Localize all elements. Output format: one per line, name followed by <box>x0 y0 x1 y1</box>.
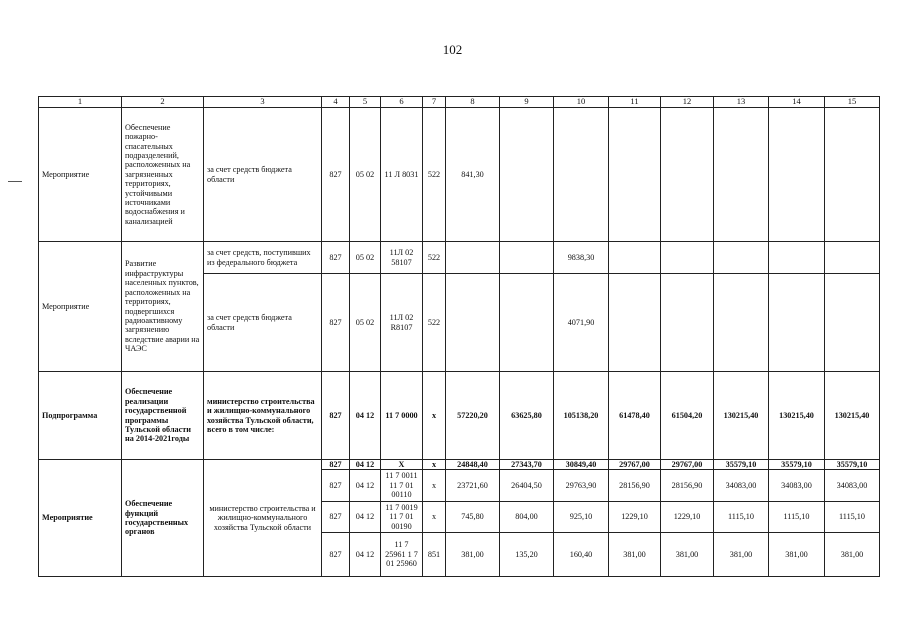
row-type: Мероприятие <box>39 242 122 372</box>
cell: 1115,10 <box>825 501 880 532</box>
cell: 841,30 <box>446 108 500 242</box>
margin-mark <box>8 181 22 182</box>
cell: 381,00 <box>661 532 714 576</box>
cell: 29767,00 <box>609 460 661 470</box>
cell <box>714 242 769 274</box>
table-row <box>39 460 880 470</box>
cell: X <box>381 460 423 470</box>
col-header: 8 <box>446 97 500 108</box>
cell: 827 <box>322 470 350 501</box>
cell: х <box>423 372 446 460</box>
cell: 827 <box>322 460 350 470</box>
cell: 04 12 <box>350 460 381 470</box>
cell: 827 <box>322 372 350 460</box>
cell: 827 <box>322 108 350 242</box>
row-source: за счет средств бюджета области <box>204 108 322 242</box>
cell: 04 12 <box>350 501 381 532</box>
cell: 35579,10 <box>769 460 825 470</box>
row-name: Обеспечение функций государственных органов <box>122 460 204 577</box>
cell: 05 02 <box>350 242 381 274</box>
cell: 11Л 02 R8107 <box>381 274 423 372</box>
col-header: 12 <box>661 97 714 108</box>
col-header: 4 <box>322 97 350 108</box>
cell: 827 <box>322 532 350 576</box>
cell: 04 12 <box>350 372 381 460</box>
cell: 04 12 <box>350 532 381 576</box>
cell: 130215,40 <box>714 372 769 460</box>
cell: 827 <box>322 274 350 372</box>
cell: 381,00 <box>825 532 880 576</box>
cell <box>825 108 880 242</box>
cell: 61504,20 <box>661 372 714 460</box>
col-header: 10 <box>554 97 609 108</box>
col-header: 2 <box>122 97 204 108</box>
col-header: 7 <box>423 97 446 108</box>
cell: 11 7 0019 11 7 01 00190 <box>381 501 423 532</box>
header-row <box>39 97 880 108</box>
cell: 160,40 <box>554 532 609 576</box>
cell: 28156,90 <box>661 470 714 501</box>
row-type: Мероприятие <box>39 108 122 242</box>
col-header: 14 <box>769 97 825 108</box>
cell: 135,20 <box>500 532 554 576</box>
row-name: Обеспечение реализации государственной программы Тульской области на 2014-2021годы <box>122 372 204 460</box>
cell: 130215,40 <box>825 372 880 460</box>
cell <box>446 242 500 274</box>
cell: 57220,20 <box>446 372 500 460</box>
cell <box>661 242 714 274</box>
cell: 4071,90 <box>554 274 609 372</box>
col-header: 13 <box>714 97 769 108</box>
budget-table <box>38 96 880 577</box>
cell: 745,80 <box>446 501 500 532</box>
cell: 522 <box>423 274 446 372</box>
cell: 11 Л 8031 <box>381 108 423 242</box>
table-row <box>39 242 880 274</box>
cell: х <box>423 470 446 501</box>
cell: 61478,40 <box>609 372 661 460</box>
cell: 05 02 <box>350 274 381 372</box>
cell <box>714 274 769 372</box>
cell: 26404,50 <box>500 470 554 501</box>
cell: 522 <box>423 108 446 242</box>
cell <box>714 108 769 242</box>
cell: 11 7 25961 1 7 01 25960 <box>381 532 423 576</box>
cell: 381,00 <box>769 532 825 576</box>
cell: 1229,10 <box>609 501 661 532</box>
cell: 30849,40 <box>554 460 609 470</box>
cell: 381,00 <box>609 532 661 576</box>
cell: 05 02 <box>350 108 381 242</box>
cell: 11 7 0011 11 7 01 00110 <box>381 470 423 501</box>
col-header: 11 <box>609 97 661 108</box>
cell: 1115,10 <box>769 501 825 532</box>
cell: 35579,10 <box>714 460 769 470</box>
cell: 130215,40 <box>769 372 825 460</box>
cell <box>825 274 880 372</box>
cell: 827 <box>322 242 350 274</box>
cell <box>661 108 714 242</box>
cell: 11 7 0000 <box>381 372 423 460</box>
cell: 381,00 <box>714 532 769 576</box>
col-header: 9 <box>500 97 554 108</box>
cell: 827 <box>322 501 350 532</box>
cell: 11Л 02 58107 <box>381 242 423 274</box>
row-source: министерство строительства и жилищно-коммунального хозяйства Тульской области <box>204 460 322 577</box>
row-name: Обеспечение пожарно-спасательных подразделений, расположенных на загрязненных территориях, устойчивыми источниками водоснабжения и канализацией <box>122 108 204 242</box>
row-source: министерство строительства и жилищно-коммунального хозяйства Тульской области, всего в том числе: <box>204 372 322 460</box>
cell: 1115,10 <box>714 501 769 532</box>
table-row <box>39 372 880 460</box>
cell: 35579,10 <box>825 460 880 470</box>
cell: 63625,80 <box>500 372 554 460</box>
cell <box>500 274 554 372</box>
row-type: Мероприятие <box>39 460 122 577</box>
cell: 27343,70 <box>500 460 554 470</box>
row-source: за счет средств бюджета области <box>204 274 322 372</box>
cell <box>609 274 661 372</box>
col-header: 15 <box>825 97 880 108</box>
cell <box>769 274 825 372</box>
cell <box>661 274 714 372</box>
cell: 29763,90 <box>554 470 609 501</box>
cell: 804,00 <box>500 501 554 532</box>
cell: х <box>423 460 446 470</box>
row-type: Подпрограмма <box>39 372 122 460</box>
cell <box>769 108 825 242</box>
cell: 29767,00 <box>661 460 714 470</box>
cell <box>609 108 661 242</box>
cell <box>500 242 554 274</box>
row-name: Развитие инфраструктуры населенных пунктов, расположенных на территориях, подвергшихся радиоактивному загрязнению вследствие аварии на ЧАЭС <box>122 242 204 372</box>
cell: 28156,90 <box>609 470 661 501</box>
table-row <box>39 108 880 242</box>
cell: х <box>423 501 446 532</box>
cell: 925,10 <box>554 501 609 532</box>
col-header: 5 <box>350 97 381 108</box>
cell: 522 <box>423 242 446 274</box>
col-header: 1 <box>39 97 122 108</box>
cell <box>769 242 825 274</box>
cell: 34083,00 <box>769 470 825 501</box>
cell <box>554 108 609 242</box>
cell <box>500 108 554 242</box>
cell <box>825 242 880 274</box>
cell: 851 <box>423 532 446 576</box>
cell: 1229,10 <box>661 501 714 532</box>
cell: 34083,00 <box>825 470 880 501</box>
cell <box>446 274 500 372</box>
cell: 34083,00 <box>714 470 769 501</box>
cell: 9838,30 <box>554 242 609 274</box>
col-header: 6 <box>381 97 423 108</box>
col-header: 3 <box>204 97 322 108</box>
cell: 381,00 <box>446 532 500 576</box>
cell: 23721,60 <box>446 470 500 501</box>
page-number: 102 <box>442 42 463 57</box>
row-source: за счет средств, поступивших из федерального бюджета <box>204 242 322 274</box>
cell: 24848,40 <box>446 460 500 470</box>
cell: 105138,20 <box>554 372 609 460</box>
cell: 04 12 <box>350 470 381 501</box>
cell <box>609 242 661 274</box>
